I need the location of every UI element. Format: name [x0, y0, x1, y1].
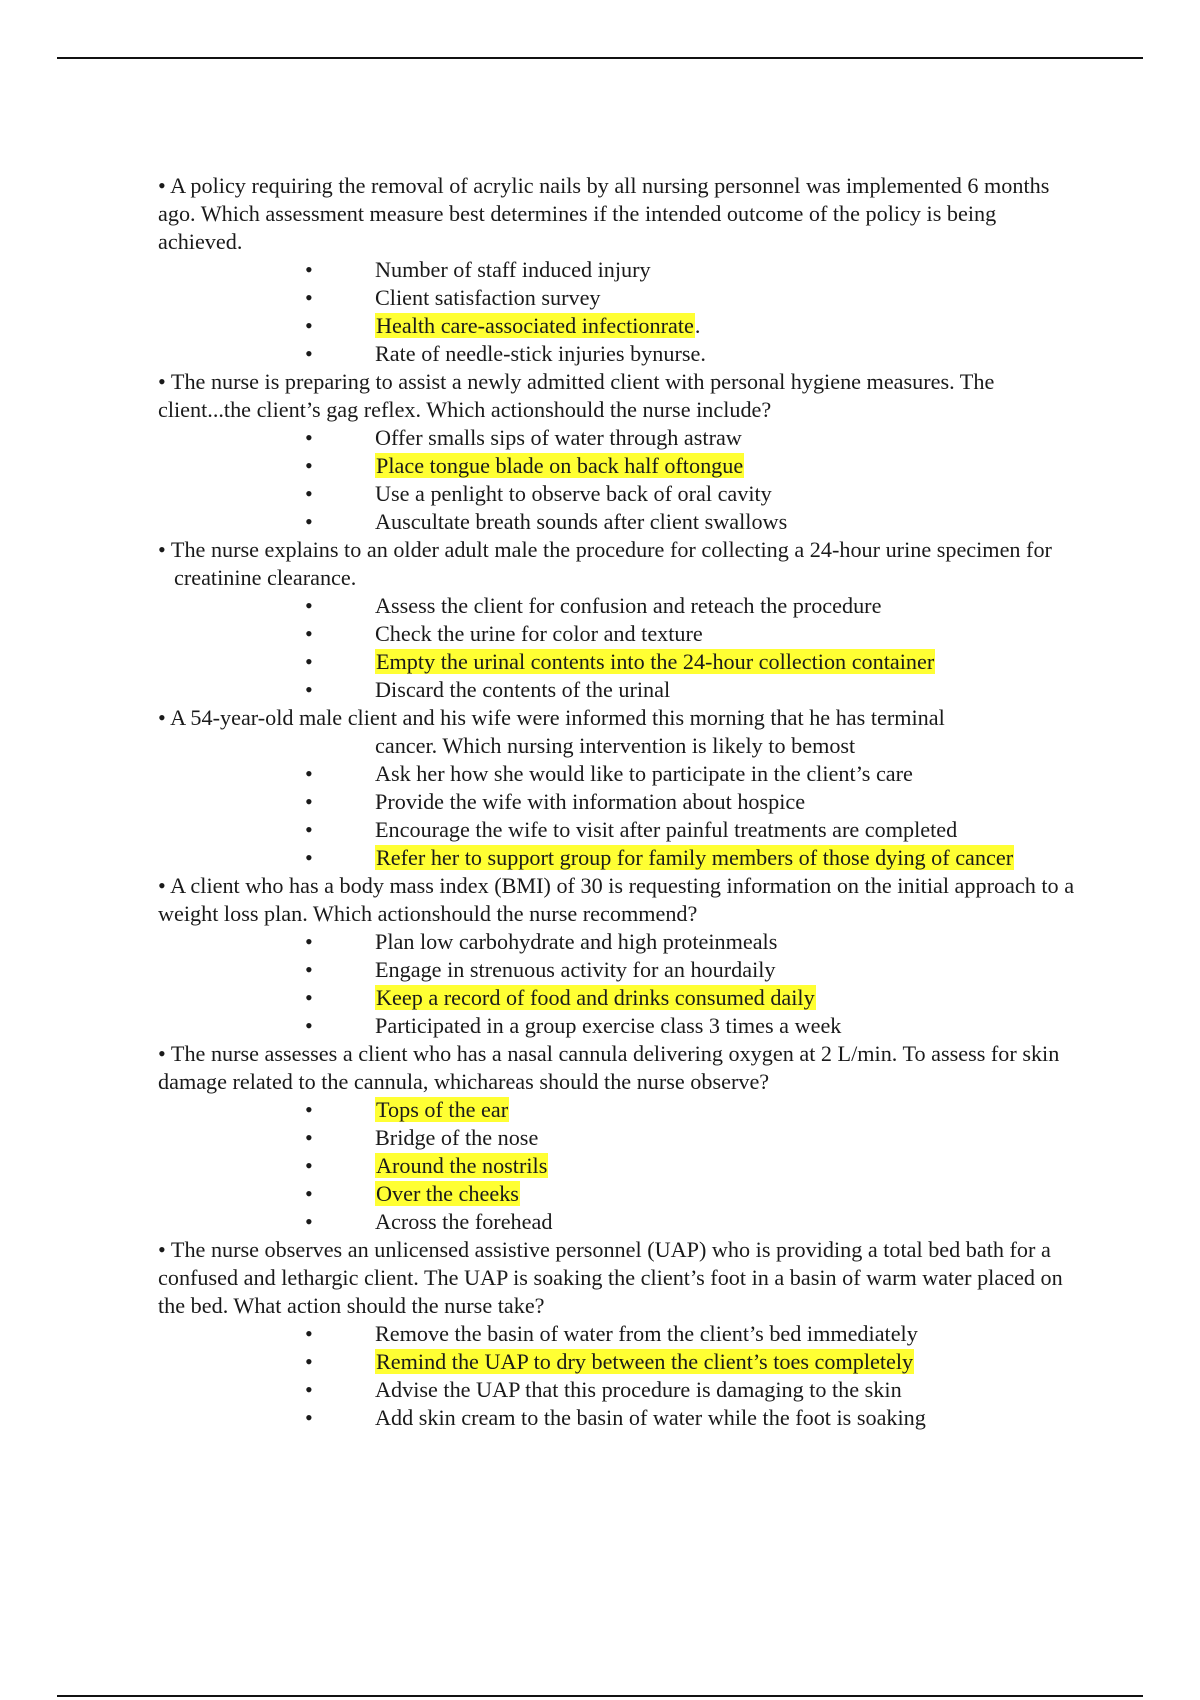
option-suffix: . [694, 313, 701, 338]
bullet-icon: • [305, 453, 313, 478]
option-label: Discard the contents of the urinal [375, 677, 671, 702]
option-item-correct [158, 648, 1078, 676]
question-block-7 [158, 1236, 1078, 1432]
option-label: Add skin cream to the basin of water while the foot is soaking [375, 1405, 926, 1430]
option-label: Advise the UAP that this procedure is damaging to the skin [375, 1377, 902, 1402]
bullet-icon: • [305, 817, 313, 842]
document-body [158, 172, 1078, 1432]
option-label: Encourage the wife to visit after painful treatments are completed [375, 817, 958, 842]
option-label: Rate of needle-stick injuries bynurse. [375, 341, 706, 366]
option-label: Plan low carbohydrate and high proteinmeals [375, 929, 778, 954]
bullet-icon: • [305, 1349, 313, 1374]
option-label: Number of staff induced injury [375, 257, 651, 282]
option-label-highlighted: Health care-associated infectionrate [376, 313, 694, 338]
bullet-icon: • [305, 985, 313, 1010]
options-list [158, 592, 1078, 704]
option-item [158, 592, 1078, 620]
option-label-highlighted: Place tongue blade on back half oftongue [376, 453, 744, 478]
option-item [158, 1320, 1078, 1348]
options-list [158, 424, 1078, 536]
options-list [158, 1096, 1078, 1236]
question-block-2 [158, 368, 1078, 536]
top-rule [57, 57, 1143, 59]
question-text-line: • A 54-year-old male client and his wife were informed this morning that he has terminal [158, 705, 945, 730]
option-item [158, 256, 1078, 284]
option-label: Auscultate breath sounds after client swallows [375, 509, 788, 534]
option-item [158, 1404, 1078, 1432]
option-label: Remove the basin of water from the client’s bed immediately [375, 1321, 918, 1346]
option-item [158, 928, 1078, 956]
question-text: • The nurse is preparing to assist a newly admitted client with personal hygiene measures. The client...the client’s gag reflex. Which actionshould the nurse include? [158, 369, 995, 422]
bullet-icon: • [305, 1321, 313, 1346]
bullet-icon: • [305, 845, 313, 870]
bullet-icon: • [305, 1013, 313, 1038]
option-label: Across the forehead [375, 1209, 553, 1234]
bottom-rule [57, 1695, 1143, 1697]
option-label-highlighted: Around the nostrils [376, 1153, 548, 1178]
option-item [158, 1012, 1078, 1040]
option-item-correct [158, 1096, 1078, 1124]
option-label: Provide the wife with information about hospice [375, 789, 806, 814]
question-text: • The nurse assesses a client who has a nasal cannula delivering oxygen at 2 L/min. To assess for skin damage related to the cannula, whichareas should the nurse observe? [158, 1041, 1060, 1094]
bullet-icon: • [305, 789, 313, 814]
option-item [158, 816, 1078, 844]
question-text [158, 704, 1078, 760]
question-block-3 [158, 536, 1078, 704]
bullet-icon: • [305, 1153, 313, 1178]
bullet-icon: • [305, 341, 313, 366]
bullet-icon: • [305, 509, 313, 534]
options-list [158, 928, 1078, 1040]
option-item [158, 508, 1078, 536]
option-item [158, 284, 1078, 312]
option-item [158, 340, 1078, 368]
question-block-1 [158, 172, 1078, 368]
bullet-icon: • [305, 761, 313, 786]
bullet-icon: • [305, 1405, 313, 1430]
bullet-icon: • [305, 593, 313, 618]
option-item [158, 760, 1078, 788]
option-item [158, 1376, 1078, 1404]
question-block-6 [158, 1040, 1078, 1236]
options-list [158, 760, 1078, 872]
bullet-icon: • [305, 621, 313, 646]
option-item [158, 788, 1078, 816]
question-text: • The nurse observes an unlicensed assistive personnel (UAP) who is providing a total bed bath for a confused and lethargic client. The UAP is soaking the client’s foot in a basin of warm water placed on the bed. What action should the nurse take? [158, 1237, 1063, 1318]
option-label: Offer smalls sips of water through astraw [375, 425, 742, 450]
bullet-icon: • [305, 1209, 313, 1234]
option-label-highlighted: Over the cheeks [376, 1181, 519, 1206]
bullet-icon: • [305, 677, 313, 702]
option-item [158, 1208, 1078, 1236]
bullet-icon: • [305, 481, 313, 506]
option-item-correct [158, 1348, 1078, 1376]
option-label: Assess the client for confusion and reteach the procedure [375, 593, 882, 618]
option-item [158, 676, 1078, 704]
bullet-icon: • [305, 929, 313, 954]
option-item [158, 424, 1078, 452]
option-item [158, 956, 1078, 984]
bullet-icon: • [305, 1181, 313, 1206]
options-list [158, 256, 1078, 368]
bullet-icon: • [305, 257, 313, 282]
option-item [158, 1124, 1078, 1152]
option-item-correct [158, 844, 1078, 872]
option-item [158, 480, 1078, 508]
bullet-icon: • [305, 285, 313, 310]
option-label: Ask her how she would like to participate in the client’s care [375, 761, 913, 786]
option-item-correct [158, 984, 1078, 1012]
question-text-continuation: cancer. Which nursing intervention is likely to bemost [375, 733, 856, 758]
option-label-highlighted: Keep a record of food and drinks consumed daily [376, 985, 815, 1010]
option-label-highlighted: Empty the urinal contents into the 24-hour collection container [376, 649, 935, 674]
option-label-highlighted: Refer her to support group for family members of those dying of cancer [376, 845, 1014, 870]
option-item-correct [158, 452, 1078, 480]
question-text: • A client who has a body mass index (BMI) of 30 is requesting information on the initial approach to a weight loss plan. Which actionshould the nurse recommend? [158, 873, 1075, 926]
option-item-correct [158, 312, 1078, 340]
option-item-correct [158, 1180, 1078, 1208]
question-block-5 [158, 872, 1078, 1040]
option-label-highlighted: Tops of the ear [376, 1097, 509, 1122]
bullet-icon: • [305, 1097, 313, 1122]
question-text: • The nurse explains to an older adult male the procedure for collecting a 24-hour urine specimen for creatinine clearance. [158, 537, 1052, 590]
option-item [158, 620, 1078, 648]
bullet-icon: • [305, 425, 313, 450]
question-text: • A policy requiring the removal of acrylic nails by all nursing personnel was implemented 6 months ago. Which assessment measure best determines if the intended outcome of the policy is being achieved. [158, 173, 1050, 254]
bullet-icon: • [305, 649, 313, 674]
bullet-icon: • [305, 1125, 313, 1150]
options-list [158, 1320, 1078, 1432]
option-label: Check the urine for color and texture [375, 621, 703, 646]
option-item-correct [158, 1152, 1078, 1180]
option-label: Bridge of the nose [375, 1125, 539, 1150]
option-label: Engage in strenuous activity for an hourdaily [375, 957, 776, 982]
option-label: Participated in a group exercise class 3 times a week [375, 1013, 842, 1038]
option-label-highlighted: Remind the UAP to dry between the client’s toes completely [376, 1349, 914, 1374]
option-label: Client satisfaction survey [375, 285, 601, 310]
option-label: Use a penlight to observe back of oral cavity [375, 481, 772, 506]
bullet-icon: • [305, 313, 313, 338]
question-block-4 [158, 704, 1078, 872]
bullet-icon: • [305, 957, 313, 982]
bullet-icon: • [305, 1377, 313, 1402]
